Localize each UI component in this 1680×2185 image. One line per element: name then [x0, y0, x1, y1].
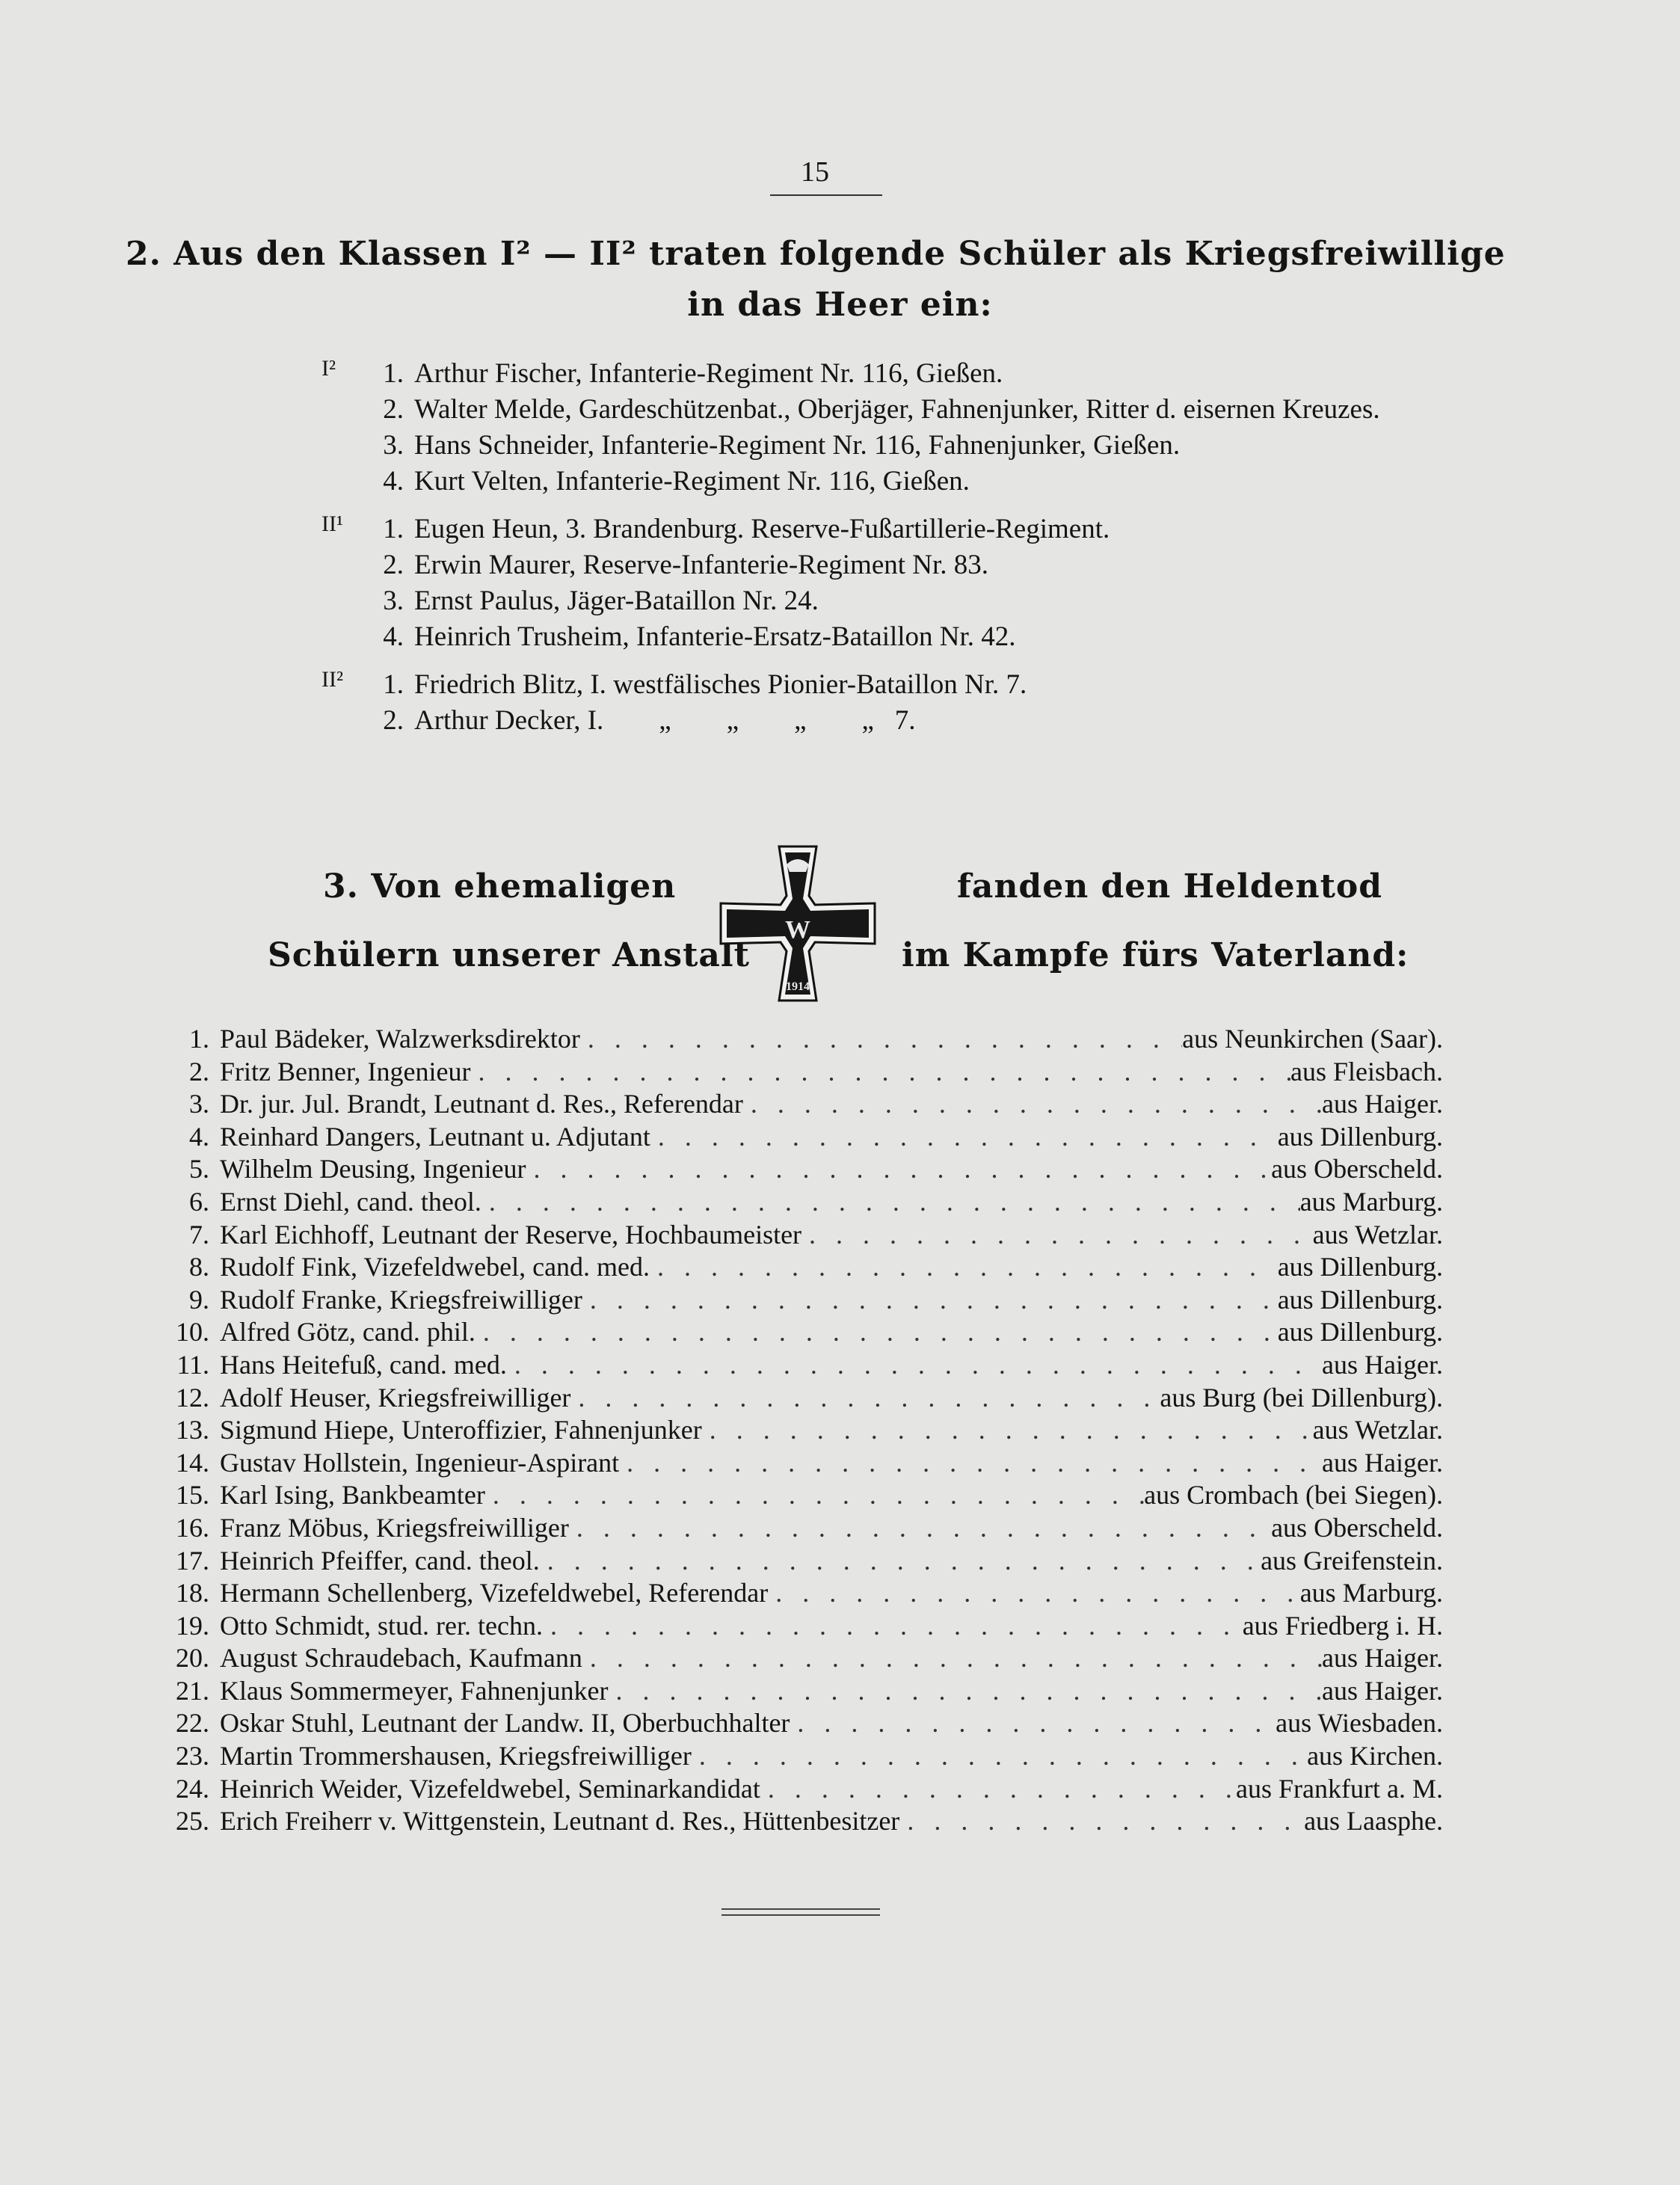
item-text: Hans Schneider, Infanterie-Regiment Nr. 116, Fahnenjunker, Gießen.	[414, 430, 1181, 461]
item-number: 8.	[189, 1252, 209, 1282]
item-number: 10.	[176, 1317, 209, 1347]
item-number: 4.	[383, 621, 404, 652]
leader-dots	[526, 1153, 1271, 1186]
item-place: aus Wiesbaden.	[1276, 1708, 1443, 1739]
item-text: Heinrich Trusheim, Infanterie-Ersatz-Bataillon Nr. 42.	[414, 621, 1016, 652]
list-item	[321, 428, 1380, 464]
cross-year: 1914	[786, 980, 810, 993]
list-item	[157, 1447, 1443, 1480]
item-name: Hans Heitefuß, cand. med.	[220, 1349, 507, 1380]
leader-dots	[768, 1577, 1300, 1610]
item-place: aus Haiger.	[1322, 1675, 1443, 1706]
item-name: Heinrich Weider, Vizefeldwebel, Seminarkandidat	[220, 1773, 760, 1804]
item-place: aus Laasphe.	[1304, 1806, 1443, 1837]
item-number: 3.	[383, 586, 404, 616]
item-name: Adolf Heuser, Kriegsfreiwilliger	[220, 1382, 571, 1413]
section2-heading-line2: in das Heer ein:	[687, 286, 993, 324]
item-number: 12.	[176, 1382, 209, 1413]
item-name: Karl Eichhoff, Leutnant der Reserve, Hochbaumeister	[220, 1219, 802, 1250]
item-text: Arthur Decker, I. „ „ „ „ 7.	[414, 705, 916, 736]
leader-dots	[899, 1805, 1304, 1838]
leader-dots	[760, 1773, 1236, 1806]
section3-heading-left-line1: 3. Von ehemaligen	[323, 867, 677, 906]
item-text: Eugen Heun, 3. Brandenburg. Reserve-Fußartillerie-Regiment.	[414, 514, 1110, 544]
item-text: Ernst Paulus, Jäger-Bataillon Nr. 24.	[414, 586, 819, 616]
item-place: aus Dillenburg.	[1277, 1284, 1443, 1315]
list-item	[157, 1577, 1443, 1610]
item-text: Kurt Velten, Infanterie-Regiment Nr. 116, Gießen.	[414, 466, 970, 497]
item-text: Erwin Maurer, Reserve-Infanterie-Regiment Nr. 83.	[414, 550, 989, 580]
leader-dots	[580, 1023, 1182, 1056]
item-place: aus Burg (bei Dillenburg).	[1160, 1382, 1443, 1413]
item-place: aus Greifenstein.	[1261, 1545, 1443, 1576]
item-number: 23.	[176, 1741, 209, 1771]
item-place: aus Wetzlar.	[1312, 1415, 1443, 1445]
item-number: 21.	[176, 1675, 209, 1706]
item-number: 3.	[189, 1089, 209, 1119]
item-place: aus Dillenburg.	[1277, 1252, 1443, 1282]
item-number: 3.	[383, 430, 404, 461]
item-number: 5.	[189, 1154, 209, 1184]
list-item	[157, 1805, 1443, 1838]
list-item	[157, 1023, 1443, 1056]
list-item	[157, 1153, 1443, 1186]
item-place: aus Marburg.	[1299, 1578, 1443, 1608]
item-number: 20.	[176, 1643, 209, 1674]
item-number: 11.	[176, 1349, 209, 1380]
item-name: Wilhelm Deusing, Ingenieur	[220, 1154, 526, 1184]
list-item	[157, 1251, 1443, 1284]
list-item	[157, 1707, 1443, 1740]
fallen-list	[157, 1023, 1443, 1838]
item-name: Rudolf Fink, Vizefeldwebel, cand. med.	[220, 1252, 650, 1282]
leader-dots	[485, 1479, 1144, 1512]
list-item	[321, 464, 1380, 500]
leader-dots	[507, 1349, 1322, 1382]
item-place: aus Wetzlar.	[1312, 1219, 1443, 1250]
list-item	[321, 392, 1380, 428]
class-group	[321, 511, 1380, 655]
item-number: 7.	[189, 1219, 209, 1250]
volunteer-list	[321, 356, 1380, 751]
leader-dots	[582, 1642, 1322, 1675]
list-item	[321, 619, 1380, 655]
item-name: Hermann Schellenberg, Vizefeldwebel, Referendar	[220, 1578, 769, 1608]
list-item	[321, 356, 1380, 392]
class-label: II¹	[321, 511, 343, 536]
item-place: aus Oberscheld.	[1271, 1512, 1443, 1543]
item-number: 4.	[189, 1121, 209, 1152]
list-item	[321, 703, 1380, 739]
leader-dots	[801, 1219, 1313, 1252]
item-name: Heinrich Pfeiffer, cand. theol.	[220, 1545, 540, 1576]
item-name: Klaus Sommermeyer, Fahnenjunker	[220, 1675, 609, 1706]
item-place: aus Dillenburg.	[1277, 1121, 1443, 1152]
item-place: aus Dillenburg.	[1277, 1317, 1443, 1347]
list-item	[157, 1740, 1443, 1773]
list-item	[321, 583, 1380, 619]
item-place: aus Neunkirchen (Saar).	[1182, 1024, 1443, 1054]
item-place: aus Marburg.	[1299, 1186, 1443, 1217]
item-number: 6.	[189, 1186, 209, 1217]
item-name: Paul Bädeker, Walzwerksdirektor	[220, 1024, 580, 1054]
leader-dots	[470, 1056, 1290, 1089]
item-number: 2.	[383, 394, 404, 425]
leader-dots	[570, 1382, 1160, 1415]
list-item	[157, 1121, 1443, 1154]
item-name: Oskar Stuhl, Leutnant der Landw. II, Oberbuchhalter	[220, 1708, 790, 1739]
list-item	[157, 1056, 1443, 1089]
section3-heading-right-line1: fanden den Heldentod	[957, 867, 1383, 906]
list-item	[321, 547, 1380, 583]
item-text: Walter Melde, Gardeschützenbat., Oberjäger, Fahnenjunker, Ritter d. eisernen Kreuzes.	[414, 394, 1380, 425]
item-place: aus Haiger.	[1322, 1089, 1443, 1119]
leader-dots	[650, 1121, 1278, 1154]
list-item	[157, 1414, 1443, 1447]
item-number: 18.	[176, 1578, 209, 1608]
item-name: Rudolf Franke, Kriegsfreiwilliger	[220, 1284, 582, 1315]
leader-dots	[619, 1447, 1322, 1480]
item-number: 14.	[176, 1447, 209, 1478]
list-item	[157, 1316, 1443, 1349]
item-place: aus Kirchen.	[1307, 1741, 1443, 1771]
item-number: 16.	[176, 1512, 209, 1543]
section3-heading-left-line2: Schülern unserer Anstalt	[268, 936, 750, 974]
item-place: aus Oberscheld.	[1271, 1154, 1443, 1184]
leader-dots	[481, 1186, 1300, 1219]
item-place: aus Frankfurt a. M.	[1236, 1773, 1443, 1804]
list-item	[157, 1382, 1443, 1415]
item-number: 2.	[189, 1056, 209, 1087]
item-text: Friedrich Blitz, I. westfälisches Pionier-Bataillon Nr. 7.	[414, 669, 1027, 700]
item-number: 2.	[383, 705, 404, 736]
list-item	[157, 1186, 1443, 1219]
item-name: Erich Freiherr v. Wittgenstein, Leutnant d. Res., Hüttenbesitzer	[220, 1806, 900, 1837]
item-place: aus Fleisbach.	[1290, 1056, 1443, 1087]
item-name: Fritz Benner, Ingenieur	[220, 1056, 471, 1087]
item-number: 4.	[383, 466, 404, 497]
closing-rule	[721, 1914, 880, 1916]
item-name: Sigmund Hiepe, Unteroffizier, Fahnenjunker	[220, 1415, 702, 1445]
page-number: 15	[801, 156, 829, 188]
list-item	[157, 1773, 1443, 1806]
item-number: 1.	[383, 669, 404, 700]
leader-dots	[608, 1675, 1322, 1708]
item-name: Karl Ising, Bankbeamter	[220, 1480, 485, 1511]
item-place: aus Friedberg i. H.	[1242, 1610, 1443, 1641]
item-name: Martin Trommershausen, Kriegsfreiwilliger	[220, 1741, 692, 1771]
item-number: 22.	[176, 1708, 209, 1739]
list-item	[321, 667, 1380, 703]
item-number: 13.	[176, 1415, 209, 1445]
class-group	[321, 356, 1380, 500]
item-place: aus Crombach (bei Siegen).	[1144, 1480, 1443, 1511]
leader-dots	[582, 1284, 1278, 1317]
item-place: aus Haiger.	[1322, 1447, 1443, 1478]
class-group	[321, 667, 1380, 739]
list-item	[157, 1088, 1443, 1121]
leader-dots	[702, 1414, 1313, 1447]
item-number: 9.	[189, 1284, 209, 1315]
list-item	[321, 511, 1380, 547]
leader-dots	[569, 1512, 1271, 1545]
item-name: Ernst Diehl, cand. theol.	[220, 1186, 481, 1217]
leader-dots	[790, 1707, 1276, 1740]
leader-dots	[743, 1088, 1322, 1121]
item-name: Reinhard Dangers, Leutnant u. Adjutant	[220, 1121, 650, 1152]
list-item	[157, 1479, 1443, 1512]
item-number: 1.	[189, 1024, 209, 1054]
cross-letter: W	[785, 916, 810, 944]
item-name: August Schraudebach, Kaufmann	[220, 1643, 582, 1674]
item-number: 2.	[383, 550, 404, 580]
leader-dots	[650, 1251, 1278, 1284]
item-name: Otto Schmidt, stud. rer. techn.	[220, 1610, 543, 1641]
item-number: 19.	[176, 1610, 209, 1641]
list-item	[157, 1642, 1443, 1675]
item-place: aus Haiger.	[1322, 1349, 1443, 1380]
section3-heading-right-line2: im Kampfe fürs Vaterland:	[902, 936, 1409, 974]
item-number: 25.	[176, 1806, 209, 1837]
item-number: 17.	[176, 1545, 209, 1576]
item-number: 24.	[176, 1773, 209, 1804]
item-name: Gustav Hollstein, Ingenieur-Aspirant	[220, 1447, 620, 1478]
item-number: 1.	[383, 514, 404, 544]
list-item	[157, 1219, 1443, 1252]
leader-dots	[540, 1545, 1261, 1578]
list-item	[157, 1610, 1443, 1643]
leader-dots	[543, 1610, 1243, 1643]
iron-cross-icon	[718, 843, 878, 1004]
item-place: aus Haiger.	[1322, 1643, 1443, 1674]
leader-dots	[476, 1316, 1278, 1349]
leader-dots	[692, 1740, 1307, 1773]
item-number: 1.	[383, 358, 404, 389]
closing-rule	[721, 1908, 880, 1910]
list-item	[157, 1349, 1443, 1382]
item-text: Arthur Fischer, Infanterie-Regiment Nr. 116, Gießen.	[414, 358, 1003, 389]
item-name: Franz Möbus, Kriegsfreiwilliger	[220, 1512, 569, 1543]
item-name: Alfred Götz, cand. phil.	[220, 1317, 476, 1347]
list-item	[157, 1675, 1443, 1708]
list-item	[157, 1284, 1443, 1317]
list-item	[157, 1512, 1443, 1545]
list-item	[157, 1545, 1443, 1578]
page-number-rule	[770, 194, 882, 196]
class-label: II²	[321, 667, 343, 692]
class-label: I²	[321, 356, 336, 381]
section2-heading-line1: 2. Aus den Klassen I² — II² traten folgende Schüler als Kriegsfreiwillige	[126, 235, 1506, 273]
item-name: Dr. jur. Jul. Brandt, Leutnant d. Res., Referendar	[220, 1089, 743, 1119]
item-number: 15.	[176, 1480, 209, 1511]
